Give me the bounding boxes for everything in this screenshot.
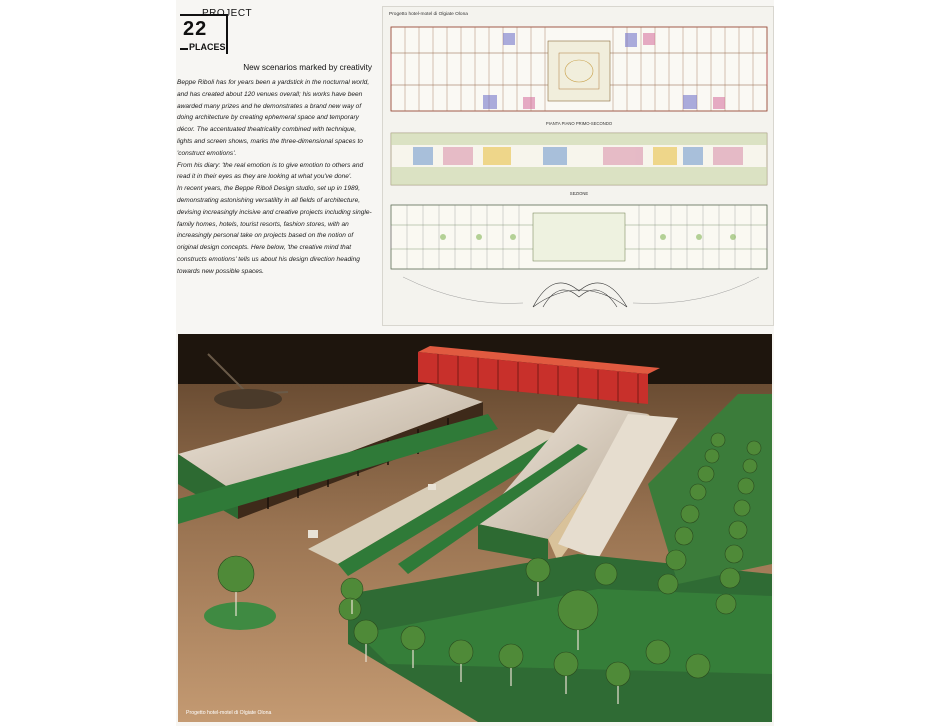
badge-project-label: PROJECT [202,8,253,19]
article-paragraph-1: Beppe Riboli has for years been a yardstick in the nocturnal world, and has created about 120 venues overall; his works have been awarded many prizes and he demonstrates a brand new way of doing architecture by creating ephemeral space and temporary décor. The accentuated theatricality combined with technique, lights and screen shows, marks the three-dimensional spaces to 'construct emotions'. [177,79,370,157]
badge-bar [180,48,188,50]
upper-plan [391,27,767,111]
project-badge [180,6,253,52]
plan-label: PIANTA PIANO PRIMO-SECONDO [545,121,613,126]
drawing-caption: Progetto hotel-motel di Olgiate Olona [389,12,468,17]
badge-places-label: PLACES [189,42,226,52]
photo-caption: Progetto hotel-motel di Olgiate Olona [186,710,272,716]
architectural-drawing [382,6,774,326]
section-drawing [391,133,767,185]
badge-number: 22 [183,18,208,40]
article-paragraph-2: From his diary: 'the real emotion is to give emotion to others and read it in their eyes as they are looking at what you've done'. [177,161,364,181]
floor-plans-svg [383,7,773,325]
round-lawn [204,602,276,630]
article-text [177,62,372,278]
model-photo [178,334,772,722]
section-label: SEZIONE [569,191,589,196]
article-heading: New scenarios marked by creativity [243,63,372,72]
magazine-page [176,0,774,726]
lower-plan [391,205,767,307]
article-paragraph-3: In recent years, the Beppe Riboli Design studio, set up in 1989, demonstrating astonishing versatility in all fields of architecture, devising increasingly incisive and creative projects including single-family homes, hotels, tourist resorts, fashion stores, with an increasingly personal take on projects based on the notion of original design concepts. Here below, 'the creative mind that constructs emotions' tells us about his design direction heading towards new possible spaces. [177,185,372,275]
model-illustration [178,334,772,722]
